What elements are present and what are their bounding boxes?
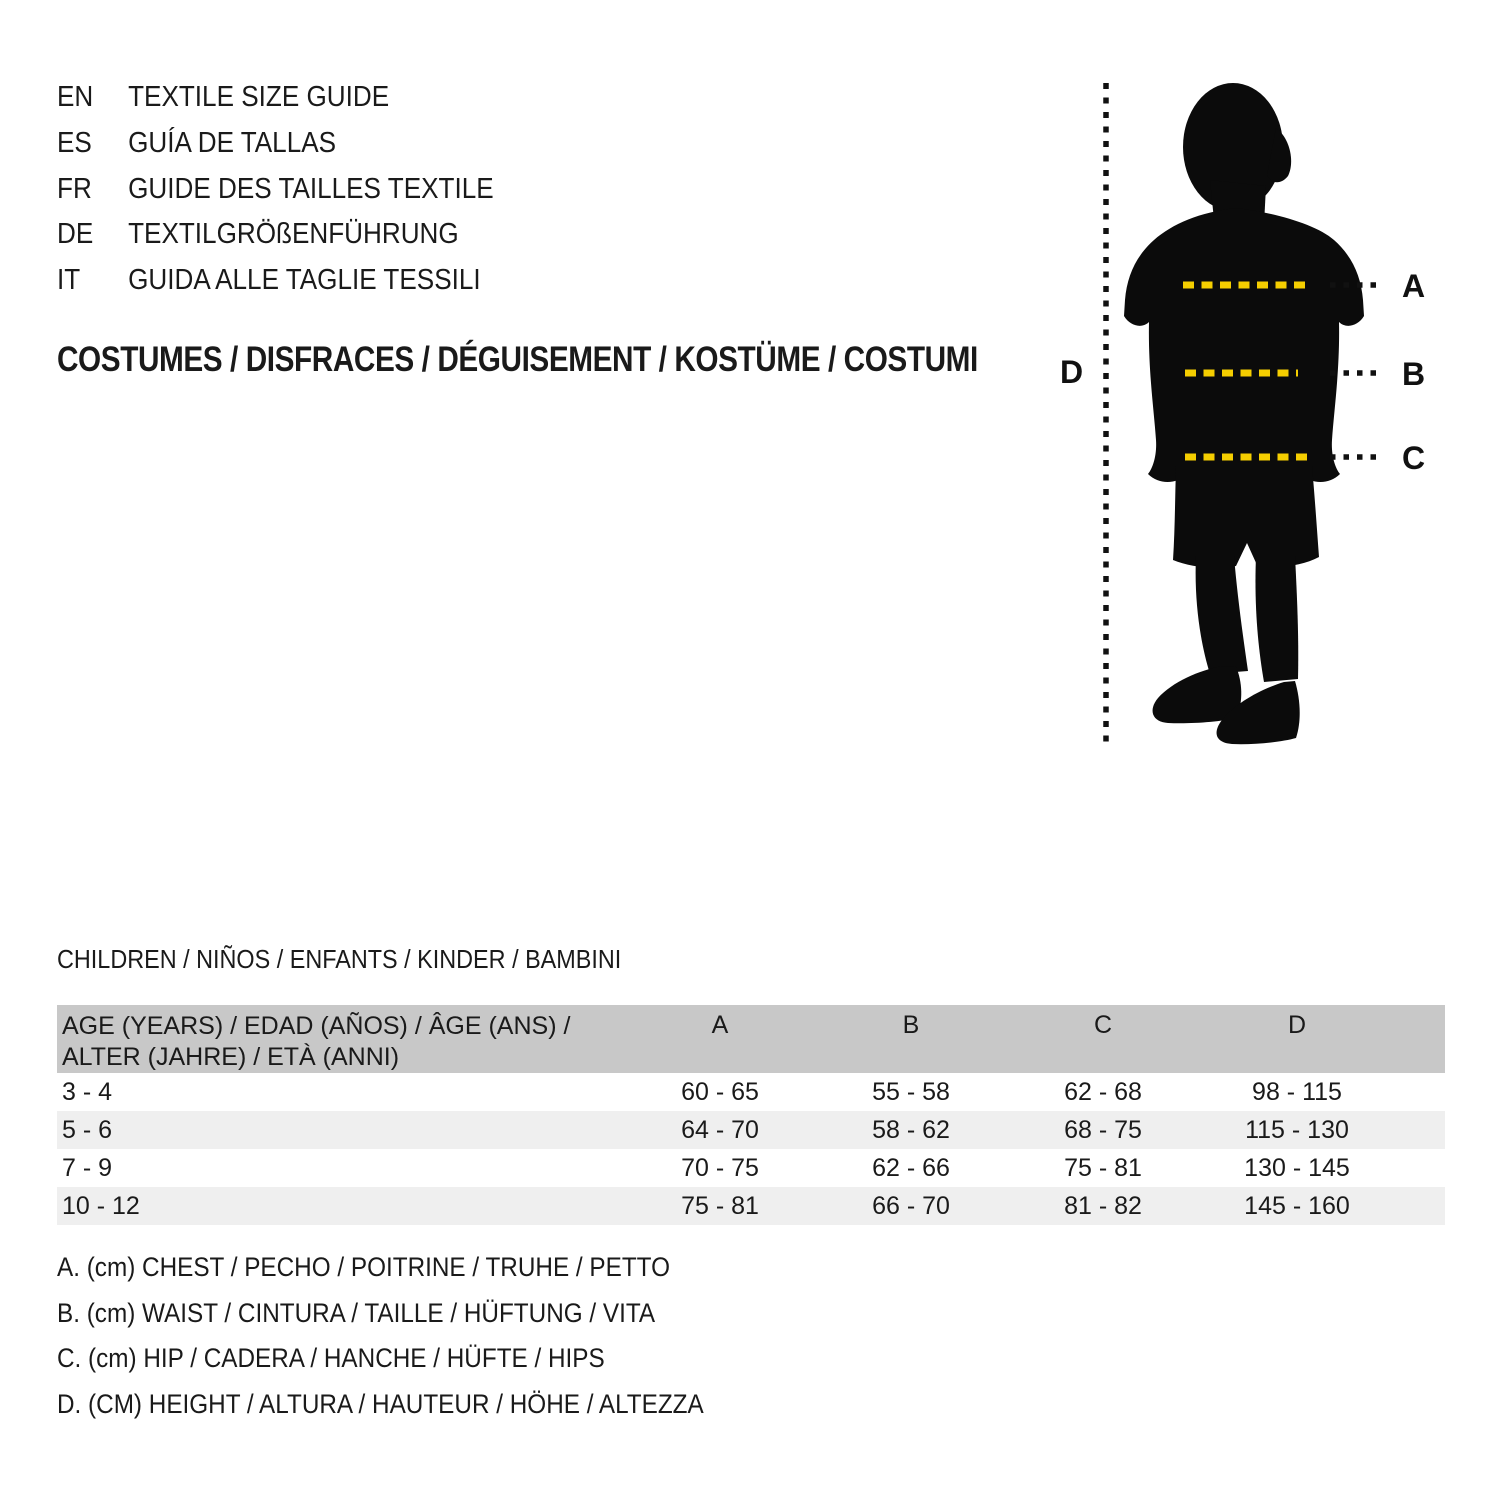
language-label: GUIDE DES TAILLES TEXTILE xyxy=(128,172,494,205)
spacer-cell xyxy=(1395,1073,1445,1111)
child-silhouette-figure xyxy=(1050,70,1470,760)
children-size-table xyxy=(57,1005,1445,1225)
size-table-body xyxy=(57,1073,1445,1225)
language-label: GUIDA ALLE TAGLIE TESSILI xyxy=(128,264,481,297)
table-row xyxy=(57,1073,1445,1111)
column-header-d: D xyxy=(1287,1011,1307,1039)
column-header-a: A xyxy=(711,1011,729,1039)
language-label: TEXTILE SIZE GUIDE xyxy=(128,81,390,113)
hip-cell: 81 - 82 xyxy=(1064,1191,1142,1220)
language-code: IT xyxy=(57,264,81,297)
size-table-header xyxy=(57,1005,1445,1073)
column-header-b: B xyxy=(902,1011,920,1039)
language-row-fr xyxy=(57,167,494,213)
chest-cell: 70 - 75 xyxy=(681,1153,759,1182)
header-row xyxy=(57,1005,1445,1073)
header-spacer xyxy=(1395,1005,1445,1073)
measurement-legend xyxy=(57,1245,704,1428)
waist-cell: 66 - 70 xyxy=(872,1191,950,1220)
spacer-cell xyxy=(1395,1149,1445,1187)
child-silhouette xyxy=(1124,83,1364,744)
hip-cell: 68 - 75 xyxy=(1064,1115,1142,1144)
age-header-line2: ALTER (JAHRE) / ETÀ (ANNI) xyxy=(62,1043,400,1071)
legend-height: D. (CM) HEIGHT / ALTURA / HAUTEUR / HÖHE / ALTEZZA xyxy=(57,1389,704,1420)
spacer-cell xyxy=(1395,1111,1445,1149)
table-row xyxy=(57,1111,1445,1149)
waist-cell: 62 - 66 xyxy=(872,1153,950,1182)
height-cell: 145 - 160 xyxy=(1244,1191,1350,1220)
legend-waist: B. (cm) WAIST / CINTURA / TAILLE / HÜFTUNG / VITA xyxy=(57,1297,656,1328)
chest-cell: 60 - 65 xyxy=(681,1077,759,1106)
language-code: EN xyxy=(57,81,94,113)
page-title: COSTUMES / DISFRACES / DÉGUISEMENT / KOSTÜME / COSTUMI xyxy=(57,340,978,379)
size-figure xyxy=(1050,70,1470,760)
label-c: C xyxy=(1402,440,1426,476)
height-cell: 130 - 145 xyxy=(1244,1153,1350,1182)
age-cell: 7 - 9 xyxy=(62,1153,113,1182)
language-row-en xyxy=(57,75,494,121)
label-d: D xyxy=(1060,354,1084,390)
age-cell: 3 - 4 xyxy=(62,1077,113,1106)
table-row xyxy=(57,1187,1445,1225)
language-row-it xyxy=(57,258,494,304)
language-row-es xyxy=(57,121,494,167)
children-section-heading: CHILDREN / NIÑOS / ENFANTS / KINDER / BAMBINI xyxy=(57,944,622,974)
label-b: B xyxy=(1402,356,1426,392)
waist-cell: 58 - 62 xyxy=(872,1115,950,1144)
language-row-de xyxy=(57,212,494,258)
height-cell: 98 - 115 xyxy=(1252,1077,1342,1106)
table-row xyxy=(57,1149,1445,1187)
age-column-header xyxy=(57,1005,625,1073)
legend-hip: C. (cm) HIP / CADERA / HANCHE / HÜFTE / HIPS xyxy=(57,1343,605,1374)
age-cell: 5 - 6 xyxy=(62,1115,113,1144)
chest-cell: 64 - 70 xyxy=(681,1115,759,1144)
column-header-c: C xyxy=(1093,1011,1113,1039)
language-label: TEXTILGRÖßENFÜHRUNG xyxy=(128,218,459,251)
language-code: ES xyxy=(57,126,92,159)
age-header-line1: AGE (YEARS) / EDAD (AÑOS) / ÂGE (ANS) / xyxy=(62,1012,571,1040)
legend-chest: A. (cm) CHEST / PECHO / POITRINE / TRUHE / PETTO xyxy=(57,1252,670,1282)
age-cell: 10 - 12 xyxy=(62,1191,140,1220)
height-cell: 115 - 130 xyxy=(1245,1115,1349,1144)
spacer-cell xyxy=(1395,1187,1445,1225)
hip-cell: 62 - 68 xyxy=(1064,1077,1142,1106)
language-list xyxy=(57,75,494,304)
label-a: A xyxy=(1402,268,1426,304)
chest-cell: 75 - 81 xyxy=(681,1191,759,1220)
hip-cell: 75 - 81 xyxy=(1064,1153,1142,1182)
language-code: DE xyxy=(57,218,94,251)
language-code: FR xyxy=(57,172,92,205)
language-label: GUÍA DE TALLAS xyxy=(128,126,337,159)
waist-cell: 55 - 58 xyxy=(872,1077,950,1106)
